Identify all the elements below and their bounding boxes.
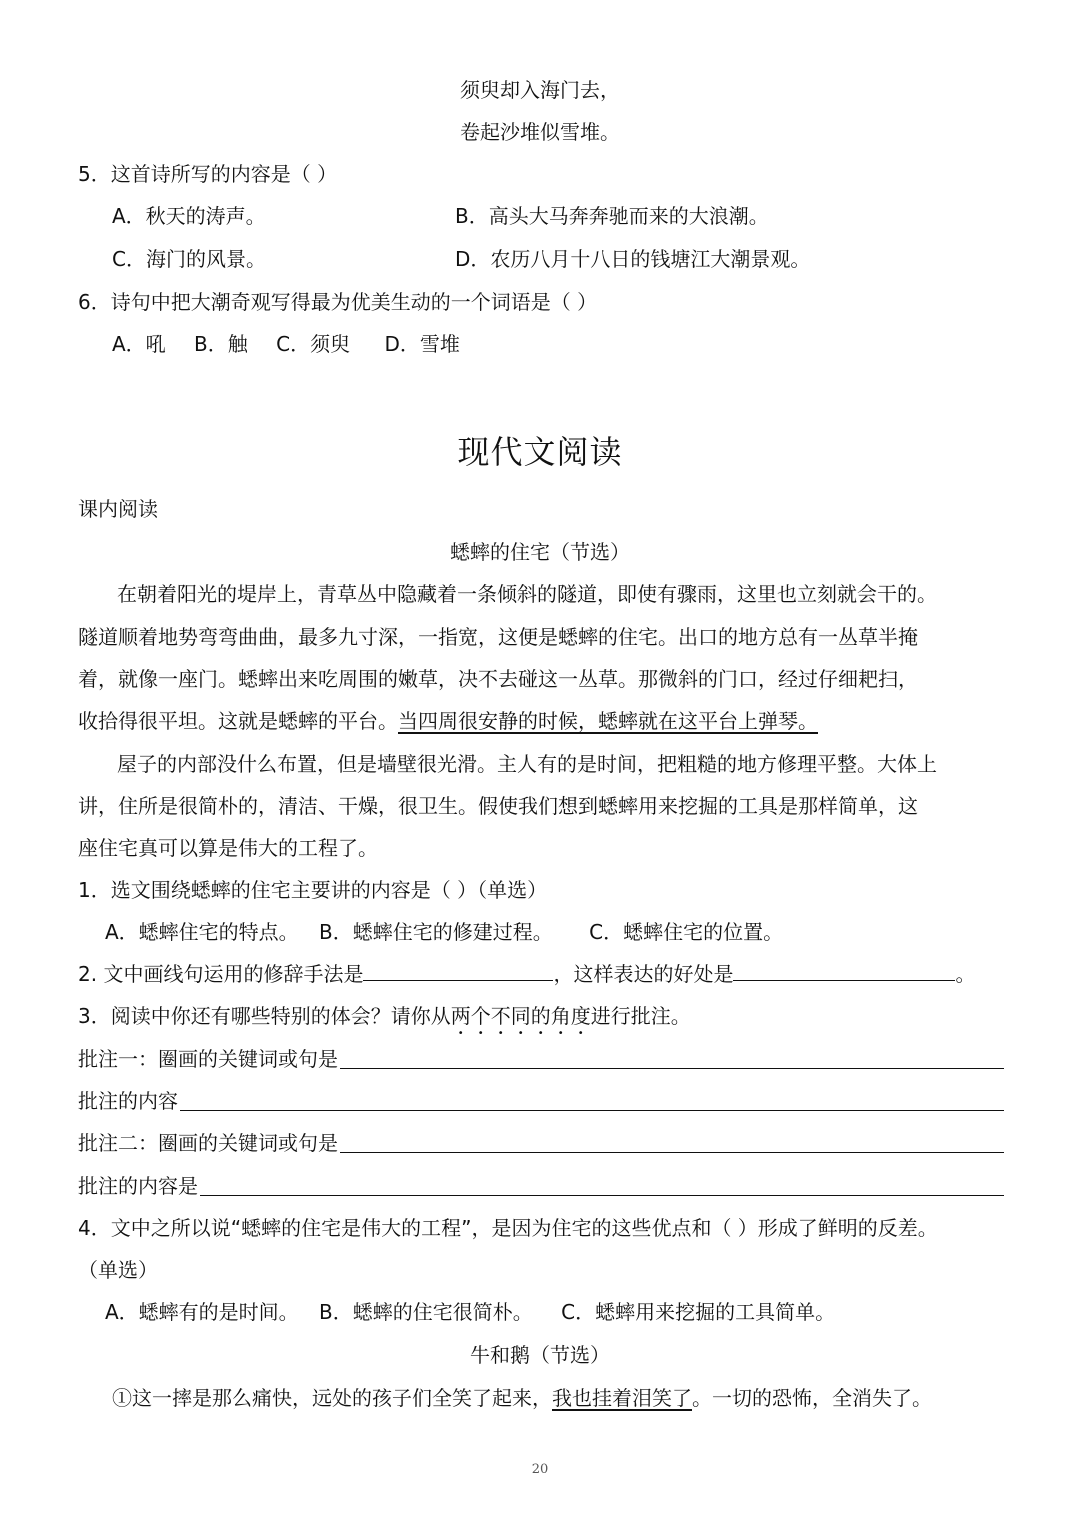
pq4-option-c: C．蟋蟀用来挖掘的工具简单。 [561, 1300, 836, 1324]
pq4-option-b: B．蟋蟀的住宅很简朴。 [319, 1300, 533, 1324]
passage1-p1-line2: 隧道顺着地势弯弯曲曲，最多九寸深，一指宽，这便是蟋蟀的住宅。出口的地方总有一丛草半掩 [78, 625, 918, 649]
passage2-underlined: 我也挂着泪笑了 [552, 1386, 692, 1410]
pq2-text-2: ，这样表达的好处是 [553, 962, 734, 986]
passage2-line1-a: ①这一摔是那么痛快，远处的孩子们全笑了起来， [112, 1386, 552, 1410]
pq3-emphasis: 两个不同的角度 [450, 1004, 591, 1028]
q5-option-d: D．农历八月十八日的钱塘江大潮景观。 [455, 247, 811, 271]
passage1-title: 蟋蟀的住宅（节选） [450, 540, 630, 564]
pq2-text-1: 2. 文中画线句运用的修辞手法是 [78, 962, 364, 986]
annotation-2-keyword-row [78, 1129, 1004, 1157]
q5-option-c: C．海门的风景。 [112, 247, 266, 271]
q6-stem: 6．诗句中把大潮奇观写得最为优美生动的一个词语是（ ） [78, 290, 598, 314]
q5-stem: 5．这首诗所写的内容是（ ） [78, 162, 338, 186]
annotation-2-content-blank[interactable] [200, 1195, 1004, 1196]
passage1-p2-line1: 屋子的内部没什么布置，但是墙壁很光滑。主人有的是时间，把粗糙的地方修理平整。大体上 [117, 752, 937, 776]
underlined-sentence: 当四周很安静的时候，蟋蟀就在这平台上弹琴。 [398, 709, 818, 733]
passage1-p2-line2: 讲，住所是很简朴的，清洁、干燥，很卫生。假使我们想到蟋蟀用来挖掘的工具是那样简单，这 [78, 794, 918, 818]
section-title: 现代文阅读 [457, 433, 623, 471]
passage1-p2-line3: 座住宅真可以算是伟大的工程了。 [78, 836, 378, 860]
q6-option-b: B．触 [194, 332, 248, 356]
poem-line-2: 卷起沙堆似雪堆。 [460, 120, 620, 144]
poem-line-1: 须臾却入海门去， [460, 78, 620, 102]
passage2-line1 [112, 1384, 932, 1412]
passage1-p1-line4 [78, 707, 818, 735]
annotation-1-content-row [78, 1087, 1004, 1115]
pq4-option-a: A．蟋蟀有的是时间。 [105, 1300, 299, 1324]
q6-option-d: D．雪堆 [384, 332, 460, 356]
annotation-2-keyword-label: 批注二：圈画的关键词或句是 [78, 1131, 338, 1155]
passage1-p1-line3: 着，就像一座门。蟋蟀出来吃周围的嫩草，决不去碰这一丛草。那微斜的门口，经过仔细耙扫， [78, 667, 918, 691]
pq4-options [105, 1298, 835, 1326]
q6-options [112, 330, 460, 358]
passage2-line1-c: 。一切的恐怖，全消失了。 [692, 1386, 932, 1410]
pq3-stem [78, 1002, 691, 1039]
pq2-text-3: 。 [955, 962, 976, 986]
pq1-option-c: C．蟋蟀住宅的位置。 [589, 920, 784, 944]
annotation-1-keyword-label: 批注一：圈画的关键词或句是 [78, 1047, 338, 1071]
pq1-options [105, 918, 783, 946]
q5-option-b: B．高头大马奔奔驰而来的大浪潮。 [455, 204, 769, 228]
pq4-stem-line2: （单选） [78, 1258, 158, 1282]
q6-option-c: C．须臾 [276, 332, 351, 356]
pq3-stem-c: 进行批注。 [590, 1004, 691, 1028]
pq3-stem-a: 3．阅读中你还有哪些特别的体会？请你从 [78, 1004, 451, 1028]
annotation-2-content-label: 批注的内容是 [78, 1174, 198, 1198]
passage1-p1-line1: 在朝着阳光的堤岸上，青草丛中隐藏着一条倾斜的隧道，即使有骤雨，这里也立刻就会干的。 [117, 582, 937, 606]
pq1-option-b: B．蟋蟀住宅的修建过程。 [319, 920, 553, 944]
passage1-p1-line4-text: 收拾得很平坦。这就是蟋蟀的平台。 [78, 709, 398, 733]
pq2 [78, 960, 975, 988]
pq2-blank-1[interactable] [363, 960, 553, 981]
pq1-option-a: A．蟋蟀住宅的特点。 [105, 920, 299, 944]
q5-option-a: A．秋天的涛声。 [112, 204, 266, 228]
annotation-2-content-row [78, 1172, 1004, 1200]
annotation-2-keyword-blank[interactable] [340, 1152, 1004, 1153]
subsection-title: 课内阅读 [78, 497, 158, 521]
annotation-1-keyword-row [78, 1045, 1004, 1073]
pq4-stem-line1: 4．文中之所以说“蟋蟀的住宅是伟大的工程”，是因为住宅的这些优点和（ ）形成了鲜明的反差。 [78, 1216, 938, 1240]
annotation-1-content-blank[interactable] [180, 1110, 1004, 1111]
pq2-blank-2[interactable] [733, 960, 955, 981]
annotation-1-content-label: 批注的内容 [78, 1089, 178, 1113]
page-number: 20 [531, 1462, 549, 1477]
passage2-title: 牛和鹅（节选） [470, 1343, 610, 1367]
pq1-stem: 1．选文围绕蟋蟀的住宅主要讲的内容是（ ）（单选） [78, 878, 548, 902]
annotation-1-keyword-blank[interactable] [340, 1068, 1004, 1069]
q6-option-a: A．吼 [112, 332, 166, 356]
